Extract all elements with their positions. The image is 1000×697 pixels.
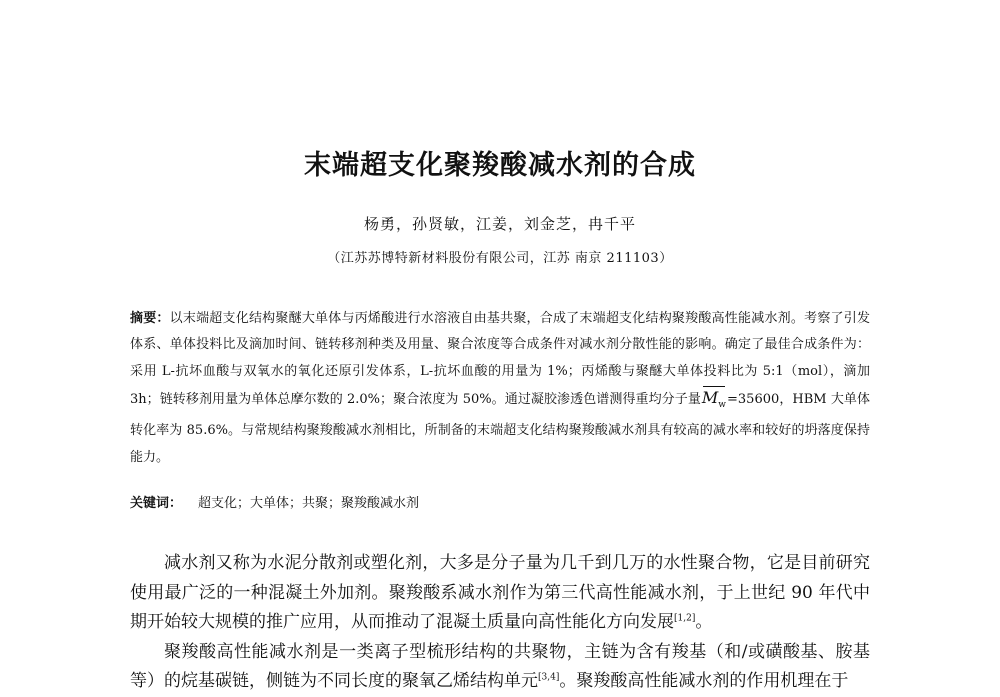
citation-1-2: [1,2] [674, 613, 696, 624]
keywords [130, 491, 870, 517]
mw-symbol [701, 385, 727, 418]
abstract-label: 摘要： [130, 311, 170, 326]
body-p2-end: 。聚羧酸高性能减水剂的作用机理在于 [559, 671, 849, 691]
body-p2-text: 聚羧酸高性能减水剂是一类离子型梳形结构的共聚物，主链为含有羧基（和/或磺酸基、胺基等）的烷基碳链，侧链为不同长度的聚氧乙烯结构单元 [130, 641, 870, 691]
author-list: 杨勇，孙贤敏，江姜，刘金芝，冉千平 [363, 215, 636, 233]
abstract-text-part1: 以末端超支化结构聚醚大单体与丙烯酸进行水溶液自由基共聚，合成了末端超支化结构聚羧酸高性能减水剂。考察了引发体系、单体投料比及滴加时间、链转移剂种类及用量、聚合浓度等合成条件对减水剂分散性能的影响。确定了最佳合成条件为：采用 L-抗坏血酸与双氧水的氧化还原引发体系，L-抗坏血酸的用量为 1%；丙烯酸与聚醚大单体投料比为 5:1（mol），滴加 3h；链转移剂用量为单体总摩尔数的 2.0%；聚合浓度为 50%。通过凝胶渗透色谱测得重均分子量 [130, 311, 870, 407]
citation-3-4: [3,4] [538, 672, 560, 683]
paper-title: 末端超支化聚羧酸减水剂的合成 [304, 150, 696, 181]
keywords-label: 关键词： [130, 496, 183, 511]
body-p1-end: 。 [695, 612, 713, 632]
affiliation: （江苏苏博特新材料股份有限公司，江苏 南京 211103） [327, 251, 673, 266]
body-p1-text: 减水剂又称为水泥分散剂或塑化剂，大多是分子量为几千到几万的水性聚合物，它是目前研究使用最广泛的一种混凝土外加剂。聚羧酸系减水剂作为第三代高性能减水剂，于上世纪 90 年代中期开始较大规模的推广应用，从而推动了混凝土质量向高性能化方向发展 [130, 553, 870, 632]
body-paragraph-1 [130, 549, 870, 638]
body-paragraph-2 [130, 638, 870, 697]
mw-subscript: w [718, 400, 727, 411]
body-text [130, 549, 870, 697]
abstract [130, 306, 870, 471]
abstract-text-part2: =35600，HBM 大单体转化率为 85.6%。与常规结构聚羧酸减水剂相比，所制备的末端超支化结构聚羧酸减水剂具有较高的减水率和较好的坍落度保持能力。 [130, 391, 870, 465]
keywords-text: 超支化；大单体；共聚；聚羧酸减水剂 [198, 496, 420, 511]
mw-letter: M [701, 387, 719, 407]
